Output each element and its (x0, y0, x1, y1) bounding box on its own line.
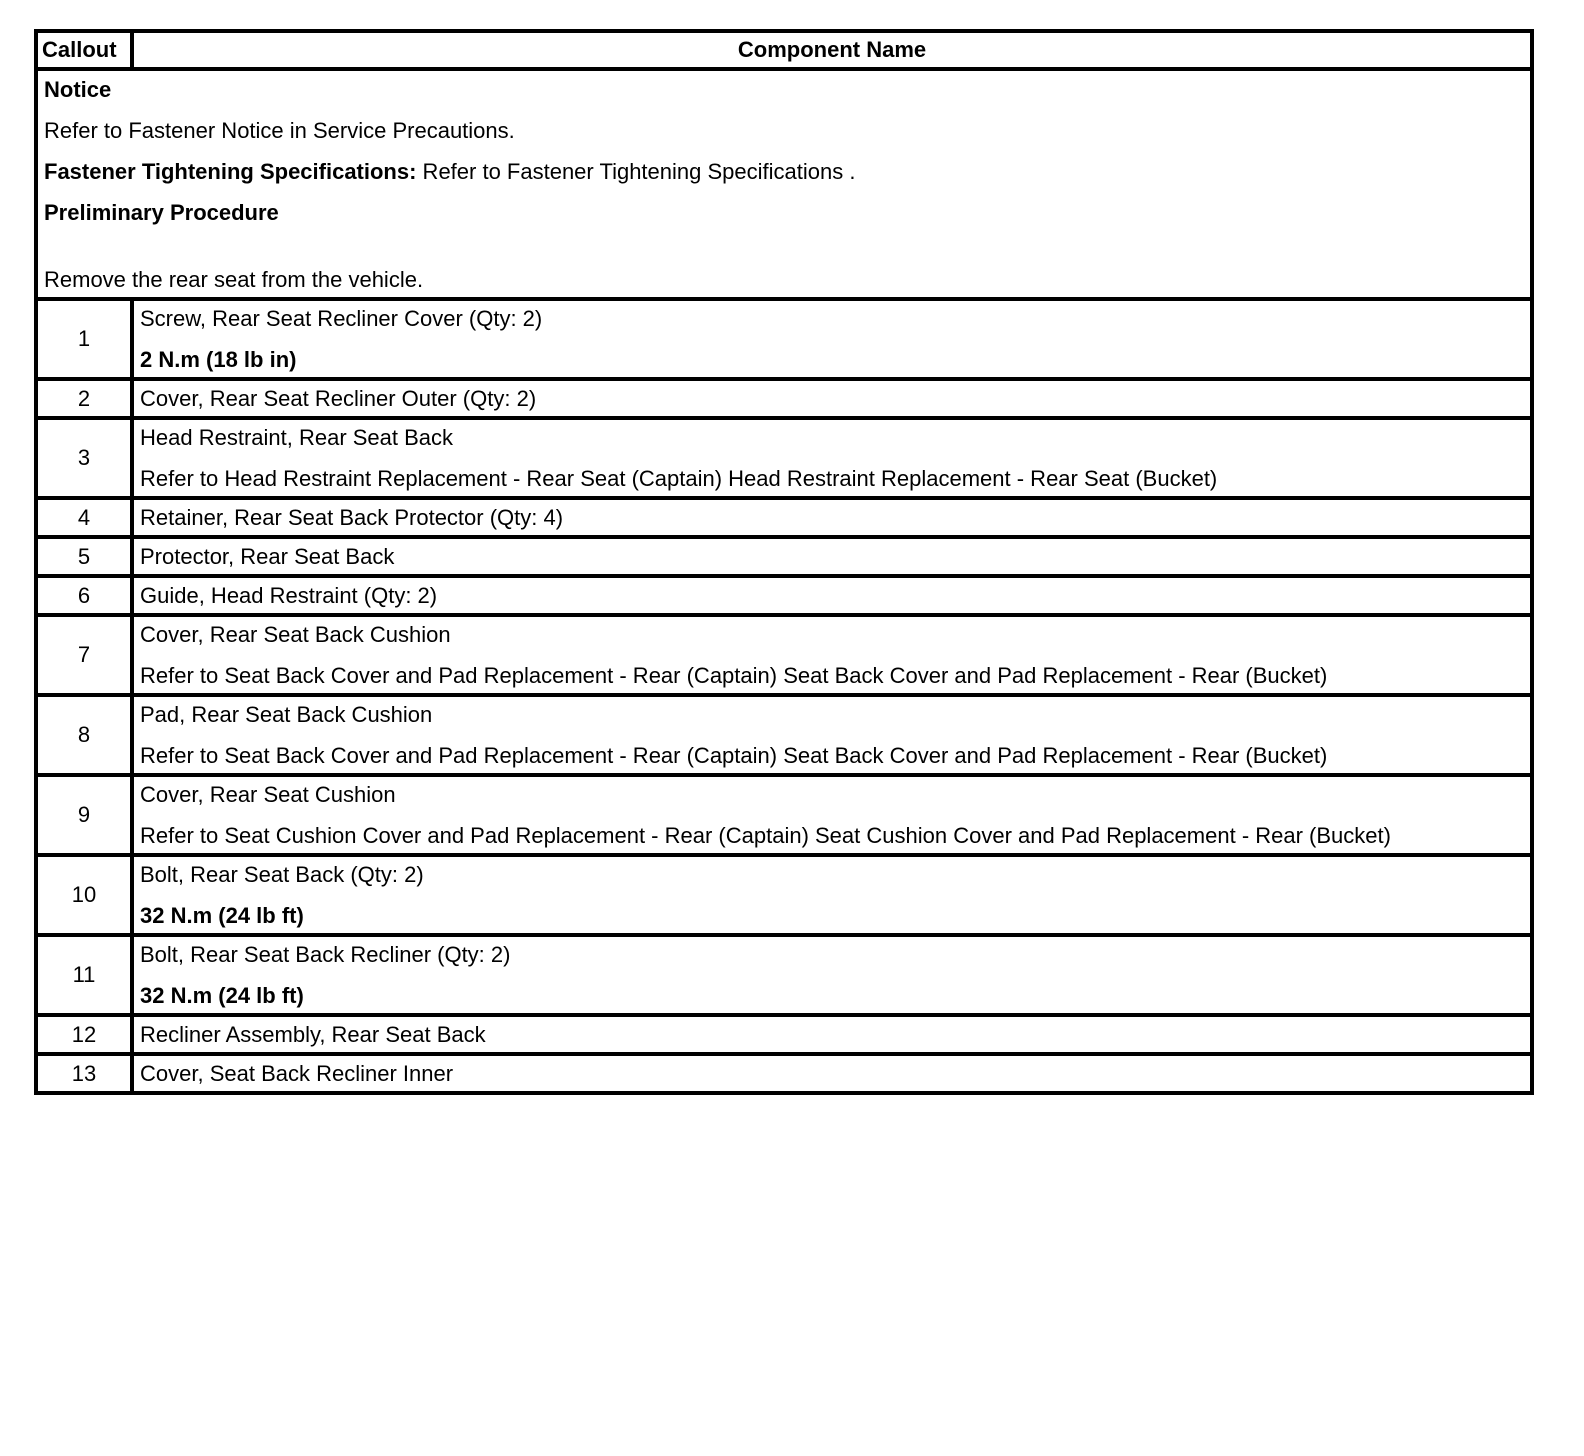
table-row (36, 1054, 1532, 1093)
callout-number: 7 (36, 615, 132, 695)
callout-number: 10 (36, 855, 132, 935)
table-row (36, 418, 1532, 498)
fastener-spec-text: Refer to Fastener Tightening Specifications . (416, 159, 856, 184)
component-cell (132, 1015, 1532, 1054)
callout-number: 5 (36, 537, 132, 576)
component-cell (132, 615, 1532, 695)
component-cell (132, 855, 1532, 935)
callout-number: 9 (36, 775, 132, 855)
component-cell (132, 935, 1532, 1015)
callout-number: 12 (36, 1015, 132, 1054)
callout-number: 1 (36, 299, 132, 379)
component-name: Cover, Rear Seat Recliner Outer (Qty: 2) (140, 386, 537, 411)
notice-title: Notice (44, 77, 112, 102)
table-row (36, 299, 1532, 379)
component-name: Cover, Rear Seat Back Cushion (140, 622, 451, 647)
component-name: Pad, Rear Seat Back Cushion (140, 702, 433, 727)
torque-spec: 32 N.m (24 lb ft) (140, 903, 304, 928)
table-row (36, 855, 1532, 935)
component-reference: Refer to Seat Back Cover and Pad Replacement - Rear (Captain) Seat Back Cover and Pad Replacement - Rear (Bucket) (140, 743, 1328, 768)
component-cell (132, 379, 1532, 418)
component-name: Retainer, Rear Seat Back Protector (Qty: 4) (140, 505, 564, 530)
component-name: Bolt, Rear Seat Back Recliner (Qty: 2) (140, 942, 511, 967)
table-row (36, 498, 1532, 537)
procedure-title: Preliminary Procedure (44, 200, 279, 225)
table-row (36, 615, 1532, 695)
callout-number: 3 (36, 418, 132, 498)
callout-number: 11 (36, 935, 132, 1015)
table-row (36, 775, 1532, 855)
table-row (36, 1015, 1532, 1054)
component-table (34, 29, 1534, 1095)
component-cell (132, 1054, 1532, 1093)
notice-row (36, 69, 1532, 299)
component-reference: Refer to Seat Cushion Cover and Pad Replacement - Rear (Captain) Seat Cushion Cover and Pad Replacement - Rear (Bucket) (140, 823, 1391, 848)
torque-spec: 32 N.m (24 lb ft) (140, 983, 304, 1008)
table-header-row (36, 31, 1532, 69)
component-cell (132, 775, 1532, 855)
notice-text: Refer to Fastener Notice in Service Precautions. (44, 118, 515, 143)
component-reference: Refer to Head Restraint Replacement - Rear Seat (Captain) Head Restraint Replacement - Rear Seat (Bucket) (140, 466, 1218, 491)
component-reference: Refer to Seat Back Cover and Pad Replacement - Rear (Captain) Seat Back Cover and Pad Replacement - Rear (Bucket) (140, 663, 1328, 688)
component-name: Recliner Assembly, Rear Seat Back (140, 1022, 486, 1047)
component-name: Bolt, Rear Seat Back (Qty: 2) (140, 862, 424, 887)
table-row (36, 379, 1532, 418)
fastener-spec-label: Fastener Tightening Specifications: (44, 159, 417, 184)
procedure-text: Remove the rear seat from the vehicle. (44, 267, 424, 292)
callout-number: 13 (36, 1054, 132, 1093)
callout-number: 4 (36, 498, 132, 537)
callout-number: 2 (36, 379, 132, 418)
component-name: Cover, Rear Seat Cushion (140, 782, 396, 807)
callout-number: 6 (36, 576, 132, 615)
component-cell (132, 498, 1532, 537)
torque-spec: 2 N.m (18 lb in) (140, 347, 297, 372)
component-cell (132, 418, 1532, 498)
component-name-column-header: Component Name (132, 31, 1532, 69)
fastener-spec-line (44, 159, 1524, 185)
table-row (36, 576, 1532, 615)
table-row (36, 537, 1532, 576)
component-name: Head Restraint, Rear Seat Back (140, 425, 454, 450)
component-cell (132, 695, 1532, 775)
component-name: Protector, Rear Seat Back (140, 544, 395, 569)
component-cell (132, 537, 1532, 576)
component-name: Screw, Rear Seat Recliner Cover (Qty: 2) (140, 306, 543, 331)
component-cell (132, 576, 1532, 615)
callout-number: 8 (36, 695, 132, 775)
table-row (36, 935, 1532, 1015)
callout-column-header: Callout (36, 31, 132, 69)
component-name: Guide, Head Restraint (Qty: 2) (140, 583, 438, 608)
table-row (36, 695, 1532, 775)
notice-cell (36, 69, 1532, 299)
component-cell (132, 299, 1532, 379)
component-name: Cover, Seat Back Recliner Inner (140, 1061, 454, 1086)
